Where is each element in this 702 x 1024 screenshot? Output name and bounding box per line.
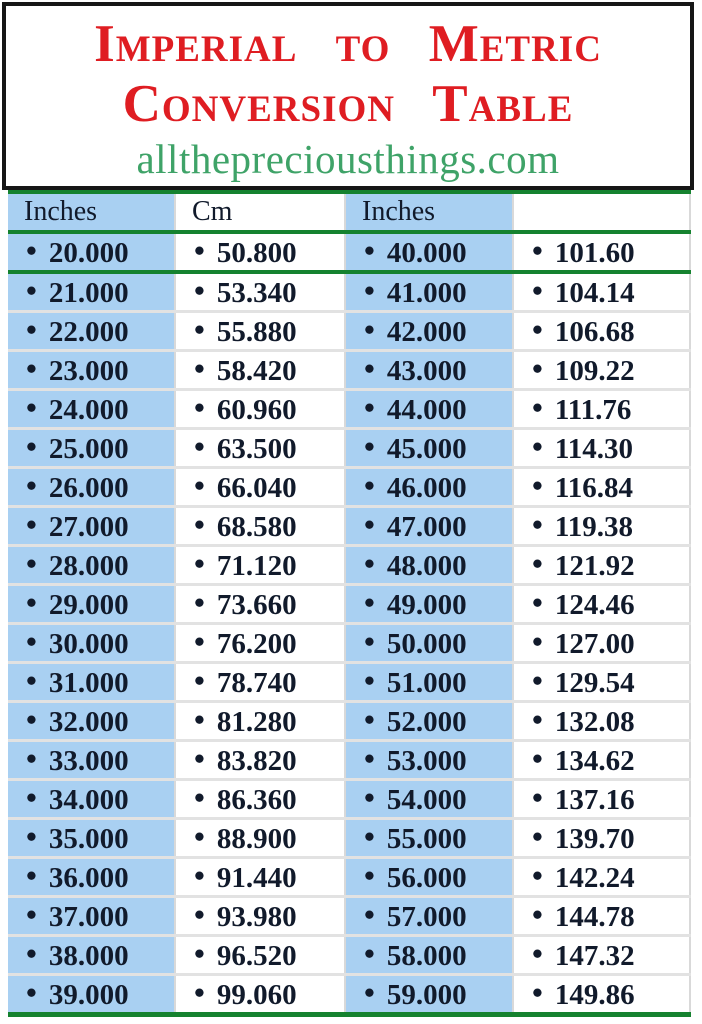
bullet-icon: •: [364, 233, 375, 268]
cm-cell: [513, 936, 690, 975]
bullet-icon: •: [194, 897, 205, 932]
cell-value: 124.46: [554, 589, 635, 621]
bullet-icon: •: [364, 897, 375, 932]
inches-cell: [8, 429, 175, 468]
bullet-icon: •: [26, 975, 37, 1010]
bullet-icon: •: [194, 819, 205, 854]
bullet-icon: •: [532, 936, 543, 971]
cell-value: 52.000: [386, 706, 467, 738]
cm-cell: [513, 351, 690, 390]
cell-value: 22.000: [48, 316, 129, 348]
bullet-icon: •: [194, 351, 205, 386]
bullet-icon: •: [364, 468, 375, 503]
bullet-icon: •: [194, 546, 205, 581]
cm-cell: [175, 390, 345, 429]
inches-cell: [8, 232, 175, 272]
cm-cell: [175, 897, 345, 936]
conversion-table-body: [8, 232, 690, 1015]
inches-cell: [8, 468, 175, 507]
cell-value: 32.000: [48, 706, 129, 738]
column-header-inches-2: Inches: [345, 192, 513, 232]
cell-value: 149.86: [554, 979, 635, 1011]
inches-cell: [8, 741, 175, 780]
inches-cell: [345, 819, 513, 858]
bullet-icon: •: [532, 702, 543, 737]
bullet-icon: •: [532, 351, 543, 386]
inches-cell: [345, 390, 513, 429]
bullet-icon: •: [194, 233, 205, 268]
bullet-icon: •: [194, 624, 205, 659]
cm-cell: [513, 858, 690, 897]
cell-value: 142.24: [554, 862, 635, 894]
cell-value: 109.22: [554, 355, 635, 387]
bullet-icon: •: [364, 273, 375, 308]
cm-cell: [175, 429, 345, 468]
inches-cell: [345, 507, 513, 546]
bullet-icon: •: [532, 429, 543, 464]
cm-cell: [513, 272, 690, 312]
bullet-icon: •: [194, 585, 205, 620]
cell-value: 116.84: [554, 472, 634, 504]
inches-cell: [8, 507, 175, 546]
cell-value: 137.16: [554, 784, 635, 816]
cell-value: 38.000: [48, 940, 129, 972]
cm-cell: [175, 741, 345, 780]
bullet-icon: •: [194, 741, 205, 776]
cell-value: 88.900: [216, 823, 297, 855]
inches-cell: [345, 232, 513, 272]
inches-cell: [345, 429, 513, 468]
inches-cell: [345, 312, 513, 351]
cell-value: 43.000: [386, 355, 467, 387]
inches-cell: [8, 897, 175, 936]
cm-cell: [175, 780, 345, 819]
bullet-icon: •: [532, 585, 543, 620]
cell-value: 58.420: [216, 355, 297, 387]
cm-cell: [513, 312, 690, 351]
table-row: [8, 429, 690, 468]
bullet-icon: •: [532, 975, 543, 1010]
table-row: [8, 624, 690, 663]
cm-cell: [175, 936, 345, 975]
table-row: [8, 702, 690, 741]
inches-cell: [345, 468, 513, 507]
cell-value: 101.60: [554, 237, 635, 269]
cell-value: 50.000: [386, 628, 467, 660]
cm-cell: [513, 390, 690, 429]
bullet-icon: •: [26, 468, 37, 503]
bullet-icon: •: [194, 429, 205, 464]
bullet-icon: •: [26, 390, 37, 425]
table-row: [8, 897, 690, 936]
bullet-icon: •: [364, 663, 375, 698]
cm-cell: [175, 351, 345, 390]
cell-value: 34.000: [48, 784, 129, 816]
cell-value: 45.000: [386, 433, 467, 465]
cell-value: 41.000: [386, 277, 467, 309]
cm-cell: [175, 702, 345, 741]
cell-value: 60.960: [216, 394, 297, 426]
bullet-icon: •: [364, 312, 375, 347]
page-title-line2: Conversion Table: [122, 75, 574, 133]
bullet-icon: •: [26, 429, 37, 464]
table-row: [8, 780, 690, 819]
conversion-table: [8, 190, 691, 1017]
cell-value: 46.000: [386, 472, 467, 504]
bullet-icon: •: [194, 312, 205, 347]
bullet-icon: •: [532, 897, 543, 932]
cell-value: 31.000: [48, 667, 129, 699]
cm-cell: [513, 897, 690, 936]
inches-cell: [345, 351, 513, 390]
cm-cell: [513, 468, 690, 507]
table-row: [8, 819, 690, 858]
table-row: [8, 468, 690, 507]
cell-value: 91.440: [216, 862, 297, 894]
cm-cell: [513, 429, 690, 468]
bullet-icon: •: [364, 585, 375, 620]
cell-value: 55.880: [216, 316, 297, 348]
table-row: [8, 232, 690, 272]
cm-cell: [175, 975, 345, 1015]
cell-value: 44.000: [386, 394, 467, 426]
bullet-icon: •: [194, 975, 205, 1010]
bullet-icon: •: [364, 858, 375, 893]
cell-value: 39.000: [48, 979, 129, 1011]
cell-value: 54.000: [386, 784, 467, 816]
bullet-icon: •: [364, 819, 375, 854]
cell-value: 119.38: [554, 511, 634, 543]
bullet-icon: •: [194, 273, 205, 308]
cm-cell: [175, 819, 345, 858]
inches-cell: [345, 741, 513, 780]
bullet-icon: •: [364, 390, 375, 425]
table-row: [8, 585, 690, 624]
conversion-table-header: [8, 192, 690, 232]
bullet-icon: •: [194, 702, 205, 737]
cell-value: 106.68: [554, 316, 635, 348]
cell-value: 57.000: [386, 901, 467, 933]
cell-value: 147.32: [554, 940, 635, 972]
bullet-icon: •: [194, 780, 205, 815]
cell-value: 56.000: [386, 862, 467, 894]
table-row: [8, 351, 690, 390]
cell-value: 66.040: [216, 472, 297, 504]
bullet-icon: •: [532, 468, 543, 503]
inches-cell: [8, 390, 175, 429]
cell-value: 20.000: [48, 237, 129, 269]
bullet-icon: •: [26, 507, 37, 542]
cell-value: 23.000: [48, 355, 129, 387]
cm-cell: [175, 312, 345, 351]
inches-cell: [8, 975, 175, 1015]
cell-value: 127.00: [554, 628, 635, 660]
cell-value: 24.000: [48, 394, 129, 426]
inches-cell: [8, 702, 175, 741]
cell-value: 50.800: [216, 237, 297, 269]
cell-value: 26.000: [48, 472, 129, 504]
inches-cell: [8, 312, 175, 351]
bullet-icon: •: [26, 351, 37, 386]
cm-cell: [513, 507, 690, 546]
bullet-icon: •: [532, 233, 543, 268]
bullet-icon: •: [194, 390, 205, 425]
bullet-icon: •: [26, 624, 37, 659]
cell-value: 55.000: [386, 823, 467, 855]
cell-value: 83.820: [216, 745, 297, 777]
cell-value: 139.70: [554, 823, 635, 855]
cell-value: 81.280: [216, 706, 297, 738]
table-row: [8, 507, 690, 546]
bullet-icon: •: [532, 546, 543, 581]
bullet-icon: •: [194, 936, 205, 971]
inches-cell: [345, 975, 513, 1015]
inches-cell: [345, 936, 513, 975]
cell-value: 25.000: [48, 433, 129, 465]
table-row: [8, 312, 690, 351]
cell-value: 48.000: [386, 550, 467, 582]
bullet-icon: •: [26, 780, 37, 815]
inches-cell: [8, 663, 175, 702]
cm-cell: [513, 232, 690, 272]
column-header-cm-2: [513, 192, 690, 232]
bullet-icon: •: [364, 741, 375, 776]
cell-value: 29.000: [48, 589, 129, 621]
inches-cell: [8, 858, 175, 897]
bullet-icon: •: [26, 273, 37, 308]
cell-value: 78.740: [216, 667, 297, 699]
cell-value: 59.000: [386, 979, 467, 1011]
bullet-icon: •: [364, 624, 375, 659]
cm-cell: [175, 858, 345, 897]
cell-value: 63.500: [216, 433, 297, 465]
inches-cell: [345, 624, 513, 663]
cell-value: 40.000: [386, 237, 467, 269]
cm-cell: [513, 780, 690, 819]
bullet-icon: •: [194, 858, 205, 893]
bullet-icon: •: [532, 819, 543, 854]
inches-cell: [8, 351, 175, 390]
bullet-icon: •: [532, 780, 543, 815]
inches-cell: [345, 663, 513, 702]
cell-value: 35.000: [48, 823, 129, 855]
page-title-line1: Imperial to Metric: [94, 15, 602, 73]
table-row: [8, 272, 690, 312]
bullet-icon: •: [364, 546, 375, 581]
inches-cell: [345, 897, 513, 936]
bullet-icon: •: [26, 897, 37, 932]
inches-cell: [345, 272, 513, 312]
cm-cell: [513, 546, 690, 585]
cell-value: 134.62: [554, 745, 635, 777]
column-header-cm-1: Cm: [175, 192, 345, 232]
column-header-inches-1: Inches: [8, 192, 175, 232]
cell-value: 111.76: [554, 394, 632, 426]
cm-cell: [175, 507, 345, 546]
cm-cell: [175, 585, 345, 624]
cell-value: 71.120: [216, 550, 297, 582]
inches-cell: [8, 624, 175, 663]
cell-value: 86.360: [216, 784, 297, 816]
cell-value: 21.000: [48, 277, 129, 309]
cell-value: 58.000: [386, 940, 467, 972]
cell-value: 33.000: [48, 745, 129, 777]
cell-value: 76.200: [216, 628, 297, 660]
inches-cell: [345, 585, 513, 624]
cell-value: 51.000: [386, 667, 467, 699]
cell-value: 132.08: [554, 706, 635, 738]
cell-value: 49.000: [386, 589, 467, 621]
bullet-icon: •: [532, 624, 543, 659]
table-row: [8, 975, 690, 1015]
cm-cell: [175, 232, 345, 272]
inches-cell: [8, 272, 175, 312]
bullet-icon: •: [364, 975, 375, 1010]
bullet-icon: •: [364, 507, 375, 542]
cell-value: 30.000: [48, 628, 129, 660]
table-row: [8, 663, 690, 702]
bullet-icon: •: [26, 819, 37, 854]
cell-value: 96.520: [216, 940, 297, 972]
inches-cell: [8, 546, 175, 585]
bullet-icon: •: [26, 858, 37, 893]
cm-cell: [175, 272, 345, 312]
table-row: [8, 858, 690, 897]
bullet-icon: •: [26, 312, 37, 347]
bullet-icon: •: [364, 429, 375, 464]
bullet-icon: •: [26, 741, 37, 776]
cm-cell: [513, 624, 690, 663]
inches-cell: [345, 702, 513, 741]
table-row: [8, 390, 690, 429]
cm-cell: [513, 663, 690, 702]
bullet-icon: •: [532, 741, 543, 776]
cell-value: 36.000: [48, 862, 129, 894]
bullet-icon: •: [532, 507, 543, 542]
cell-value: 47.000: [386, 511, 467, 543]
bullet-icon: •: [26, 546, 37, 581]
bullet-icon: •: [26, 585, 37, 620]
cell-value: 53.340: [216, 277, 297, 309]
cell-value: 73.660: [216, 589, 297, 621]
table-row: [8, 546, 690, 585]
cell-value: 121.92: [554, 550, 635, 582]
bullet-icon: •: [364, 936, 375, 971]
cm-cell: [513, 819, 690, 858]
header-row: [8, 192, 690, 232]
cm-cell: [175, 624, 345, 663]
cell-value: 68.580: [216, 511, 297, 543]
inches-cell: [345, 546, 513, 585]
cell-value: 93.980: [216, 901, 297, 933]
inches-cell: [345, 780, 513, 819]
bullet-icon: •: [26, 936, 37, 971]
bullet-icon: •: [532, 663, 543, 698]
cell-value: 99.060: [216, 979, 297, 1011]
bullet-icon: •: [26, 702, 37, 737]
cm-cell: [513, 702, 690, 741]
cm-cell: [175, 663, 345, 702]
cell-value: 28.000: [48, 550, 129, 582]
cell-value: 144.78: [554, 901, 635, 933]
cell-value: 104.14: [554, 277, 635, 309]
website-url: allthepreciousthings.com: [136, 136, 560, 182]
bullet-icon: •: [26, 663, 37, 698]
bullet-icon: •: [532, 858, 543, 893]
bullet-icon: •: [364, 702, 375, 737]
header-box: [2, 2, 694, 190]
bullet-icon: •: [194, 507, 205, 542]
cell-value: 114.30: [554, 433, 634, 465]
cell-value: 27.000: [48, 511, 129, 543]
inches-cell: [345, 858, 513, 897]
bullet-icon: •: [26, 233, 37, 268]
bullet-icon: •: [532, 312, 543, 347]
table-row: [8, 936, 690, 975]
bullet-icon: •: [364, 351, 375, 386]
cm-cell: [513, 741, 690, 780]
cell-value: 42.000: [386, 316, 467, 348]
inches-cell: [8, 780, 175, 819]
bullet-icon: •: [194, 663, 205, 698]
cm-cell: [513, 585, 690, 624]
inches-cell: [8, 585, 175, 624]
table-row: [8, 741, 690, 780]
bullet-icon: •: [194, 468, 205, 503]
bullet-icon: •: [364, 780, 375, 815]
cell-value: 53.000: [386, 745, 467, 777]
cell-value: 129.54: [554, 667, 635, 699]
cm-cell: [513, 975, 690, 1015]
cm-cell: [175, 546, 345, 585]
bullet-icon: •: [532, 273, 543, 308]
bullet-icon: •: [532, 390, 543, 425]
cm-cell: [175, 468, 345, 507]
inches-cell: [8, 819, 175, 858]
cell-value: 37.000: [48, 901, 129, 933]
inches-cell: [8, 936, 175, 975]
